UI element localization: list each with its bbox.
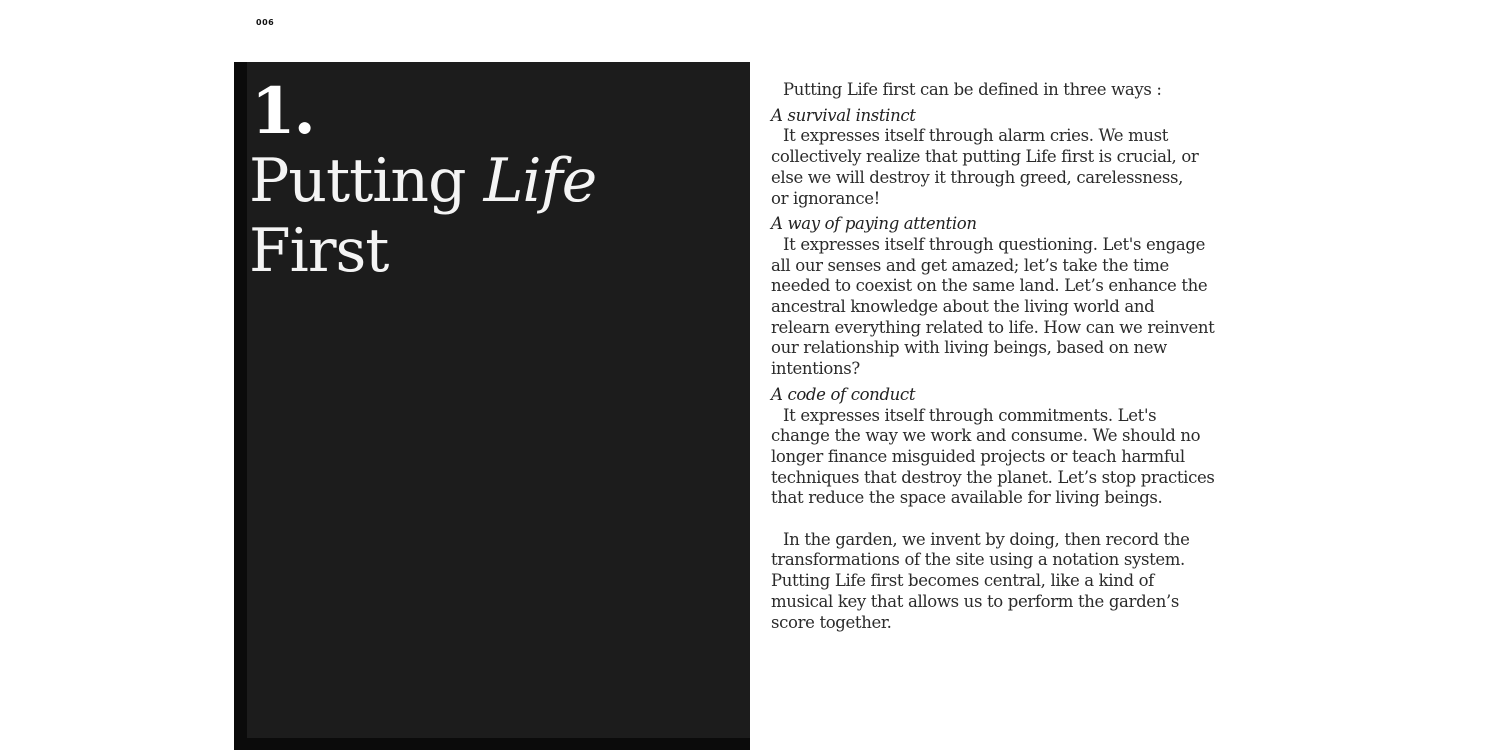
section-line: ancestral knowledge about the living world and	[771, 297, 1155, 317]
section-heading: A way of paying attention	[771, 214, 977, 234]
chapter-title-italic: Life	[483, 146, 597, 216]
chapter-title-line2: First	[249, 216, 389, 286]
closing-line: transformations of the site using a notation system.	[771, 550, 1185, 570]
body-text	[771, 80, 1221, 633]
closing-line: score together.	[771, 612, 892, 632]
section-line: techniques that destroy the planet. Let’s stop practices	[771, 467, 1215, 487]
section-line: else we will destroy it through greed, carelessness,	[771, 167, 1184, 187]
section-line: change the way we work and consume. We should no	[771, 426, 1201, 446]
section-line: It expresses itself through commitments. Let's	[783, 405, 1157, 425]
closing-line: Putting Life first becomes central, like a kind of	[771, 571, 1154, 591]
section-line: needed to coexist on the same land. Let’s enhance the	[771, 276, 1208, 296]
section-line: It expresses itself through questioning. Let's engage	[783, 234, 1206, 254]
section-line: or ignorance!	[771, 188, 880, 208]
paragraph-gap	[771, 509, 1221, 530]
chapter-title-regular: Putting	[249, 146, 484, 216]
section-line: our relationship with living beings, based on new	[771, 338, 1167, 358]
closing-line: In the garden, we invent by doing, then record the	[783, 529, 1190, 549]
section-line: longer finance misguided projects or teach harmful	[771, 446, 1185, 466]
intro-paragraph: Putting Life first can be defined in three ways :	[783, 80, 1162, 99]
closing-line: musical key that allows us to perform the garden’s	[771, 591, 1179, 611]
section-line: all our senses and get amazed; let’s take the time	[771, 255, 1169, 275]
section-line: intentions?	[771, 359, 860, 379]
section-line: collectively realize that putting Life first is crucial, or	[771, 147, 1199, 167]
chapter-number: 1.	[251, 74, 314, 149]
section-line: that reduce the space available for living beings.	[771, 488, 1163, 508]
section-heading: A survival instinct	[771, 105, 916, 125]
section-line: relearn everything related to life. How can we reinvent	[771, 317, 1215, 337]
chapter-title	[249, 146, 596, 286]
section-heading: A code of conduct	[771, 384, 916, 404]
page-number: 006	[256, 18, 275, 27]
section-line: It expresses itself through alarm cries. We must	[783, 126, 1169, 146]
